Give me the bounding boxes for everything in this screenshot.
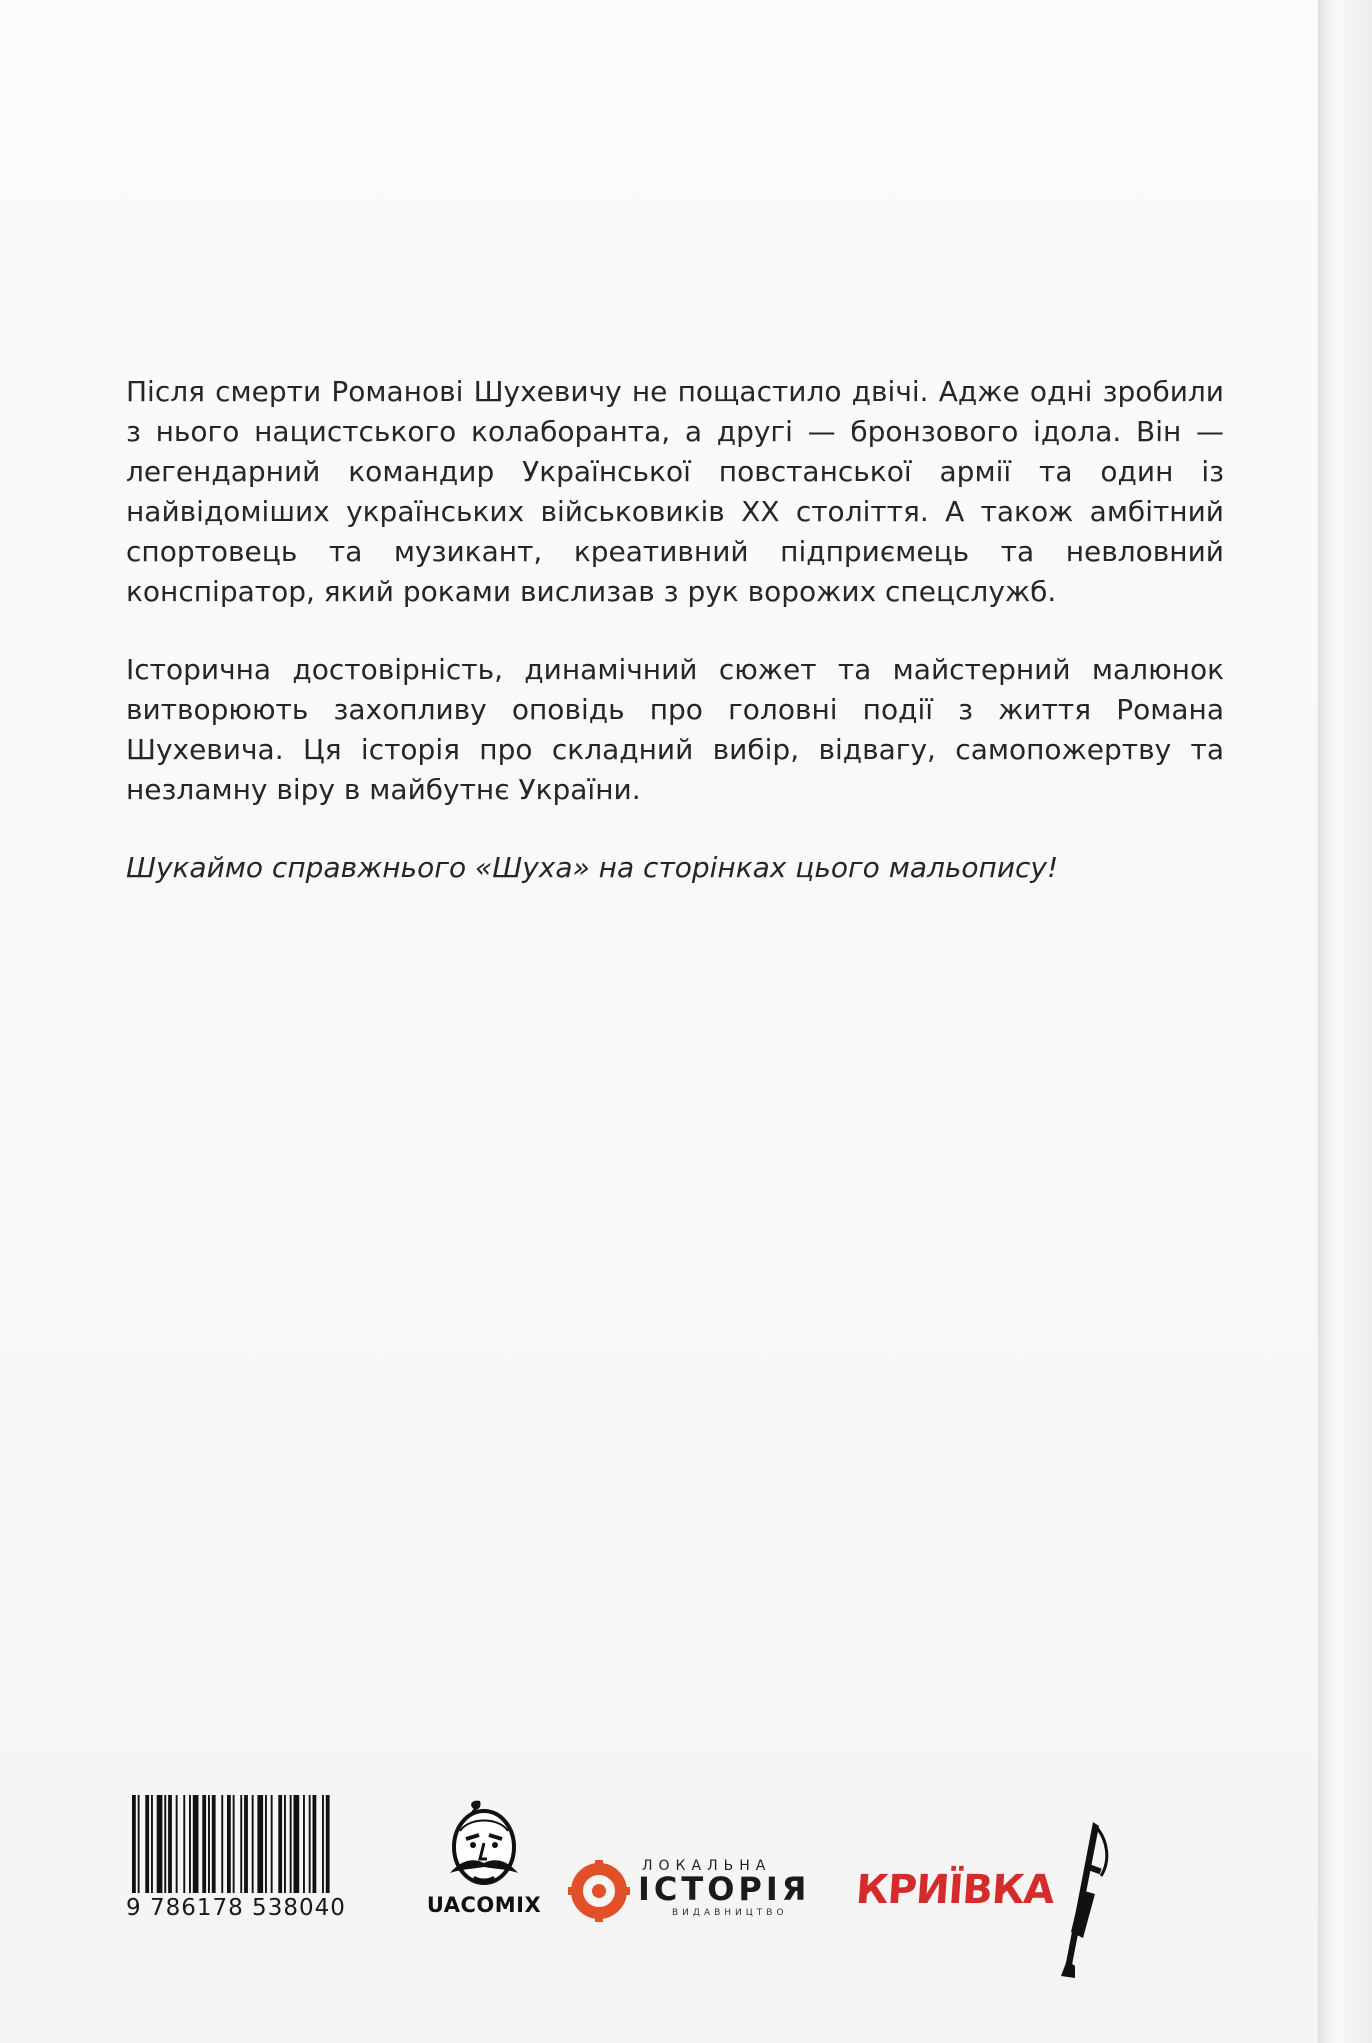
lokalna-istoria-logo: [568, 1860, 843, 1925]
uacomix-label: UACOMIX: [426, 1893, 542, 1917]
istoria-main-label: ІСТОРІЯ: [638, 1870, 811, 1908]
description-paragraph-2: Історична достовірність, динамічний сюжет та майстерний малюнок витворюють захопливу оповідь про головні події з життя Романа Шухевича. Ця історія про складний вибір, відвагу, самопожертву та незламну віру в майбутнє України.: [126, 653, 1224, 806]
book-description: [126, 372, 1224, 926]
description-paragraph-1: Після смерти Романові Шухевичу не пощастило двічі. Адже одні зробили з нього нацистського колаборанта, а другі — бронзового ідола. Він — легендарний командир Української повстанської армії та один із найвідоміших українських військовиків XX століття. А також амбітний спортовець та музикант, креативний підприємець та невловний конспіратор, який роками вислизав з рук ворожих спецслужб.: [126, 375, 1224, 608]
tagline: Шукаймо справжнього «Шуха» на сторінках цього мальопису!: [126, 851, 1059, 884]
book-spine-edge: [1318, 0, 1372, 2043]
rifle-icon: [1041, 1820, 1121, 1980]
gear-ring-icon: [568, 1860, 630, 1922]
kryivka-label: КРИЇВКА: [854, 1867, 1056, 1913]
isbn-number: 9 786178 538040: [126, 1895, 346, 1921]
istoria-top-label: ЛОКАЛЬНА: [642, 1858, 772, 1874]
publisher-footer: [126, 1795, 1226, 1995]
barcode-bars: [126, 1795, 391, 1893]
kryivka-logo: [856, 1825, 1116, 1985]
cossack-face-icon: [424, 1795, 544, 1895]
uacomix-logo: [424, 1795, 544, 1935]
istoria-bottom-label: ВИДАВНИЦТВО: [672, 1908, 788, 1918]
